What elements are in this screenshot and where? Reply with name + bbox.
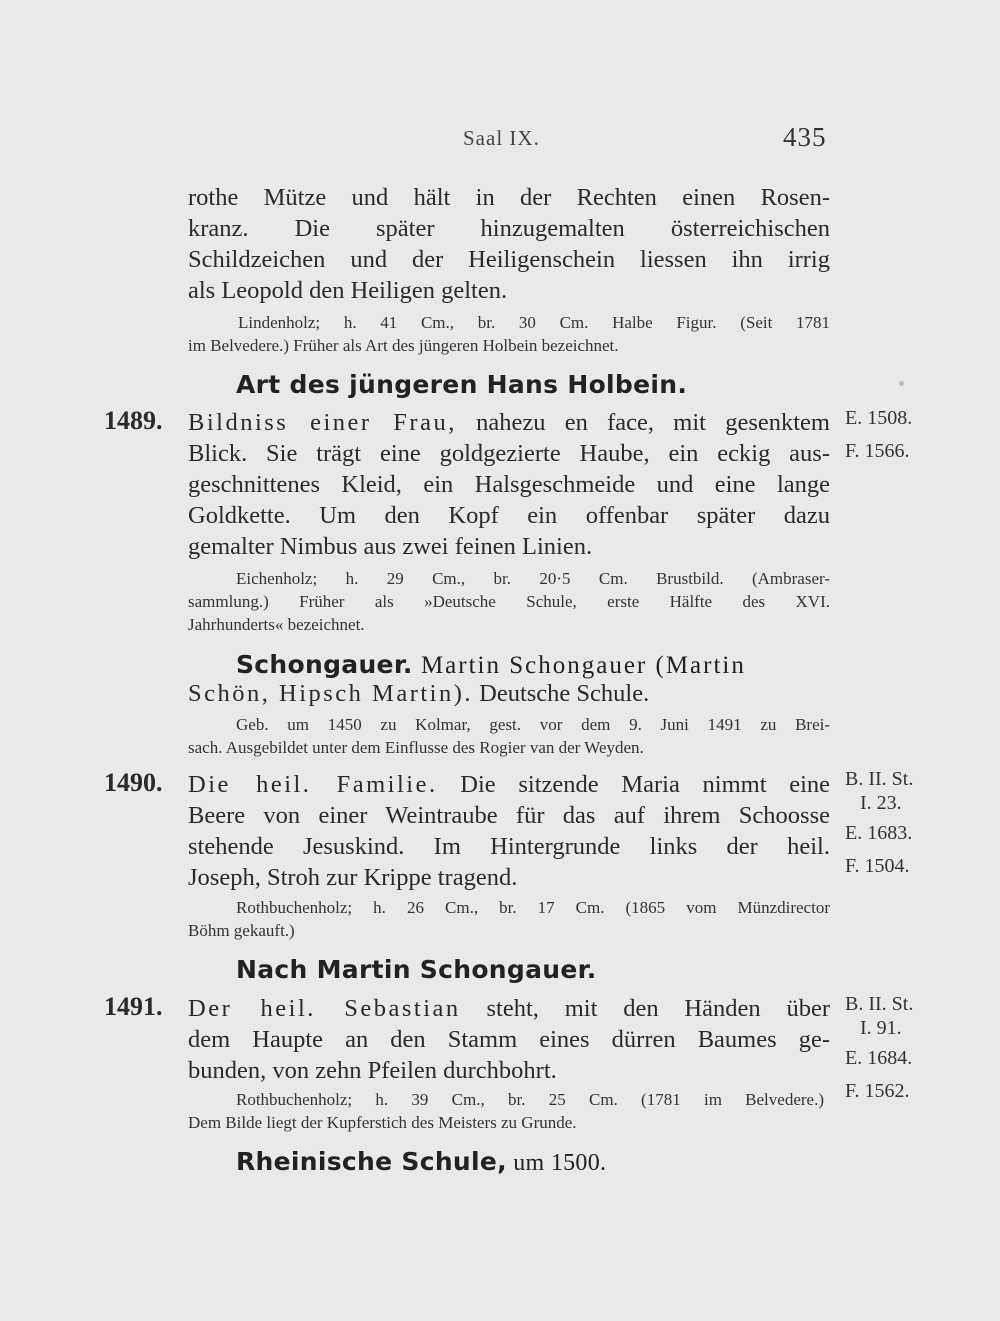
concordance-ref: F. 1504. <box>845 855 910 877</box>
concordance-ref: I. 23. <box>860 792 902 814</box>
concordance-ref: F. 1566. <box>845 440 910 462</box>
provenance-note: Lindenholz; h. 41 Cm., br. 30 Cm. Halbe Figur. (Seit 1781 <box>238 313 830 332</box>
body-line: Goldkette. Um den Kopf ein offenbar später dazu <box>188 502 830 529</box>
provenance-note: sammlung.) Früher als »Deutsche Schule, erste Hälfte des XVI. <box>188 592 830 611</box>
body-line: gemalter Nimbus aus zwei feinen Linien. <box>188 533 593 560</box>
concordance-ref: E. 1508. <box>845 407 913 429</box>
body-line: geschnittenes Kleid, ein Halsgeschmeide und eine lange <box>188 471 830 498</box>
provenance-note: Böhm gekauft.) <box>188 921 295 940</box>
running-header: Saal IX. <box>463 126 540 150</box>
section-heading <box>236 650 830 680</box>
entry-title: Der heil. Sebastian <box>188 995 461 1022</box>
body-line: stehende Jesuskind. Im Hintergrunde links der heil. <box>188 833 830 860</box>
body-line: Blick. Sie trägt eine goldgezierte Haube, ein eckig aus- <box>188 440 830 467</box>
concordance-ref: I. 91. <box>860 1017 902 1039</box>
provenance-note: Rothbuchenholz; h. 26 Cm., br. 17 Cm. (1865 vom Münzdirector <box>236 898 830 917</box>
body-line: als Leopold den Heiligen gelten. <box>188 277 508 304</box>
school-date: um 1500. <box>506 1150 607 1176</box>
entry-first-line <box>188 769 830 800</box>
school-name: Rheinische Schule, <box>236 1147 507 1176</box>
entry-first-line <box>188 407 830 438</box>
provenance-note: im Belvedere.) Früher als Art des jüngeren Holbein bezeichnet. <box>188 336 619 355</box>
provenance-note: Dem Bilde liegt der Kupferstich des Meisters zu Grunde. <box>188 1113 577 1132</box>
concordance-ref: B. II. St. <box>845 993 914 1015</box>
entry-text: steht, mit den Händen über <box>460 995 830 1022</box>
biography-note: sach. Ausgebildet unter dem Einflusse des Rogier van der Weyden. <box>188 738 644 757</box>
entry-title: Die heil. Familie. <box>188 771 438 798</box>
provenance-note: Jahrhunderts« bezeichnet. <box>188 615 365 634</box>
artist-school: Deutsche Schule. <box>473 680 650 707</box>
body-line: bunden, von zehn Pfeilen durchbohrt. <box>188 1057 557 1084</box>
catalogue-number: 1489. <box>104 406 163 435</box>
entry-title: Bildniss einer Frau, <box>188 409 457 436</box>
ink-speck <box>899 381 904 386</box>
catalogue-number: 1491. <box>104 992 163 1021</box>
concordance-ref: E. 1683. <box>845 822 913 844</box>
catalogue-number: 1490. <box>104 768 163 797</box>
concordance-ref: E. 1684. <box>845 1047 913 1069</box>
entry-text: nahezu en face, mit gesenktem <box>456 409 830 436</box>
entry-text: Die sitzende Maria nimmt eine <box>437 771 830 798</box>
page-number: 435 <box>783 122 827 152</box>
body-line: Beere von einer Weintraube für das auf ihrem Schoosse <box>188 802 830 829</box>
artist-name: Schongauer. <box>236 650 413 679</box>
section-heading <box>236 1147 606 1177</box>
provenance-note: Eichenholz; h. 29 Cm., br. 20·5 Cm. Brustbild. (Ambraser- <box>236 569 830 588</box>
provenance-note: Rothbuchenholz; h. 39 Cm., br. 25 Cm. (1781 im Belvedere.) <box>236 1090 824 1109</box>
entry-first-line <box>188 993 830 1024</box>
body-line: rothe Mütze und hält in der Rechten einen Rosen- <box>188 184 830 211</box>
heading-continuation <box>188 678 830 709</box>
body-line: kranz. Die später hinzugemalten österreichischen <box>188 215 830 242</box>
artist-full-name: Martin Schongauer (Martin <box>412 652 746 679</box>
body-line: Schildzeichen und der Heiligenschein liessen ihn irrig <box>188 246 830 273</box>
body-line: dem Haupte an den Stamm eines dürren Baumes ge- <box>188 1026 830 1053</box>
biography-note: Geb. um 1450 zu Kolmar, gest. vor dem 9. Juni 1491 zu Brei- <box>236 715 830 734</box>
artist-aliases: Schön, Hipsch Martin). <box>188 680 473 707</box>
body-line: Joseph, Stroh zur Krippe tragend. <box>188 864 518 891</box>
concordance-ref: F. 1562. <box>845 1080 910 1102</box>
section-heading: Art des jüngeren Hans Holbein. <box>236 370 688 399</box>
section-heading: Nach Martin Schongauer. <box>236 955 597 984</box>
concordance-ref: B. II. St. <box>845 768 914 790</box>
